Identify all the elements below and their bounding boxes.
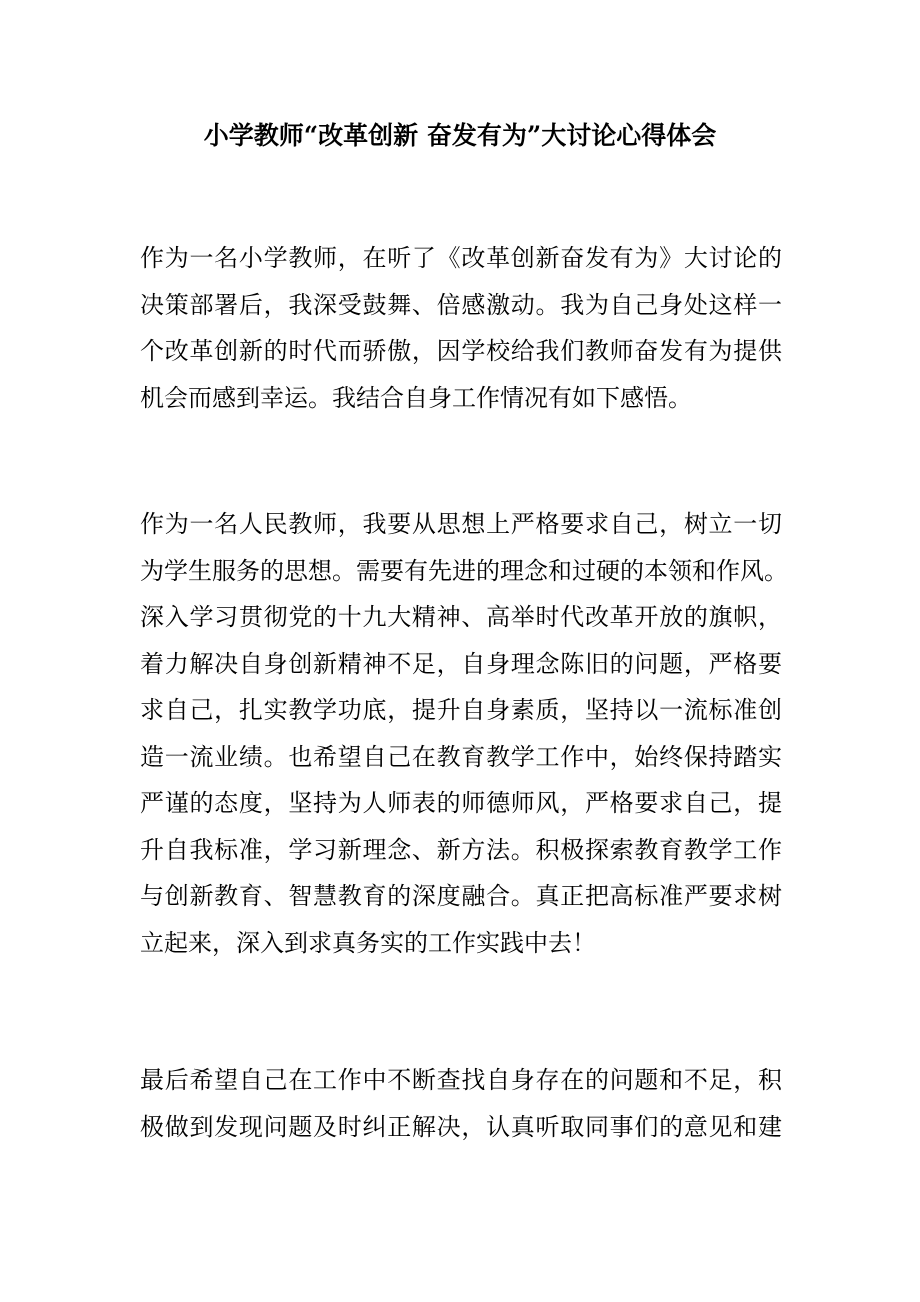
paragraph-line: 为学生服务的思想。需要有先进的理念和过硬的本领和作风。 — [140, 556, 788, 585]
paragraph-line: 升自我标准，学习新理念、新方法。积极探索教育教学工作 — [140, 835, 782, 864]
paragraph-1 — [140, 235, 782, 421]
paragraph-line: 机会而感到幸运。我结合自身工作情况有如下感悟。 — [140, 383, 692, 412]
paragraph-3 — [140, 1057, 782, 1150]
paragraph-line: 立起来，深入到求真务实的工作实践中去！ — [140, 928, 596, 957]
paragraph-line: 严谨的态度，坚持为人师表的师德师风，严格要求自己，提 — [140, 789, 782, 817]
paragraph-line: 作为一名人民教师，我要从思想上严格要求自己，树立一切 — [140, 510, 782, 538]
paragraph-line: 个改革创新的时代而骄傲，因学校给我们教师奋发有为提供 — [140, 337, 782, 365]
paragraph-line: 与创新教育、智慧教育的深度融合。真正把高标准严要求树 — [140, 882, 782, 910]
paragraph-line: 最后希望自己在工作中不断查找自身存在的问题和不足，积 — [140, 1066, 782, 1094]
paragraph-line: 决策部署后，我深受鼓舞、倍感激动。我为自己身处这样一 — [140, 290, 782, 319]
paragraph-line: 求自己，扎实教学功底，提升自身素质，坚持以一流标准创 — [140, 696, 782, 724]
paragraph-line: 造一流业绩。也希望自己在教育教学工作中，始终保持踏实 — [140, 742, 782, 771]
paragraph-line: 着力解决自身创新精神不足，自身理念陈旧的问题，严格要 — [140, 649, 782, 678]
paragraph-line: 作为一名小学教师，在听了《改革创新奋发有为》大讨论的 — [140, 244, 782, 272]
paragraph-line: 极做到发现问题及时纠正解决，认真听取同事们的意见和建 — [140, 1112, 782, 1141]
paragraph-line: 深入学习贯彻党的十九大精神、高举时代改革开放的旗帜， — [140, 603, 782, 631]
document-title: 小学教师“改革创新 奋发有为”大讨论心得体会 — [203, 121, 717, 150]
paragraph-2 — [140, 501, 788, 966]
